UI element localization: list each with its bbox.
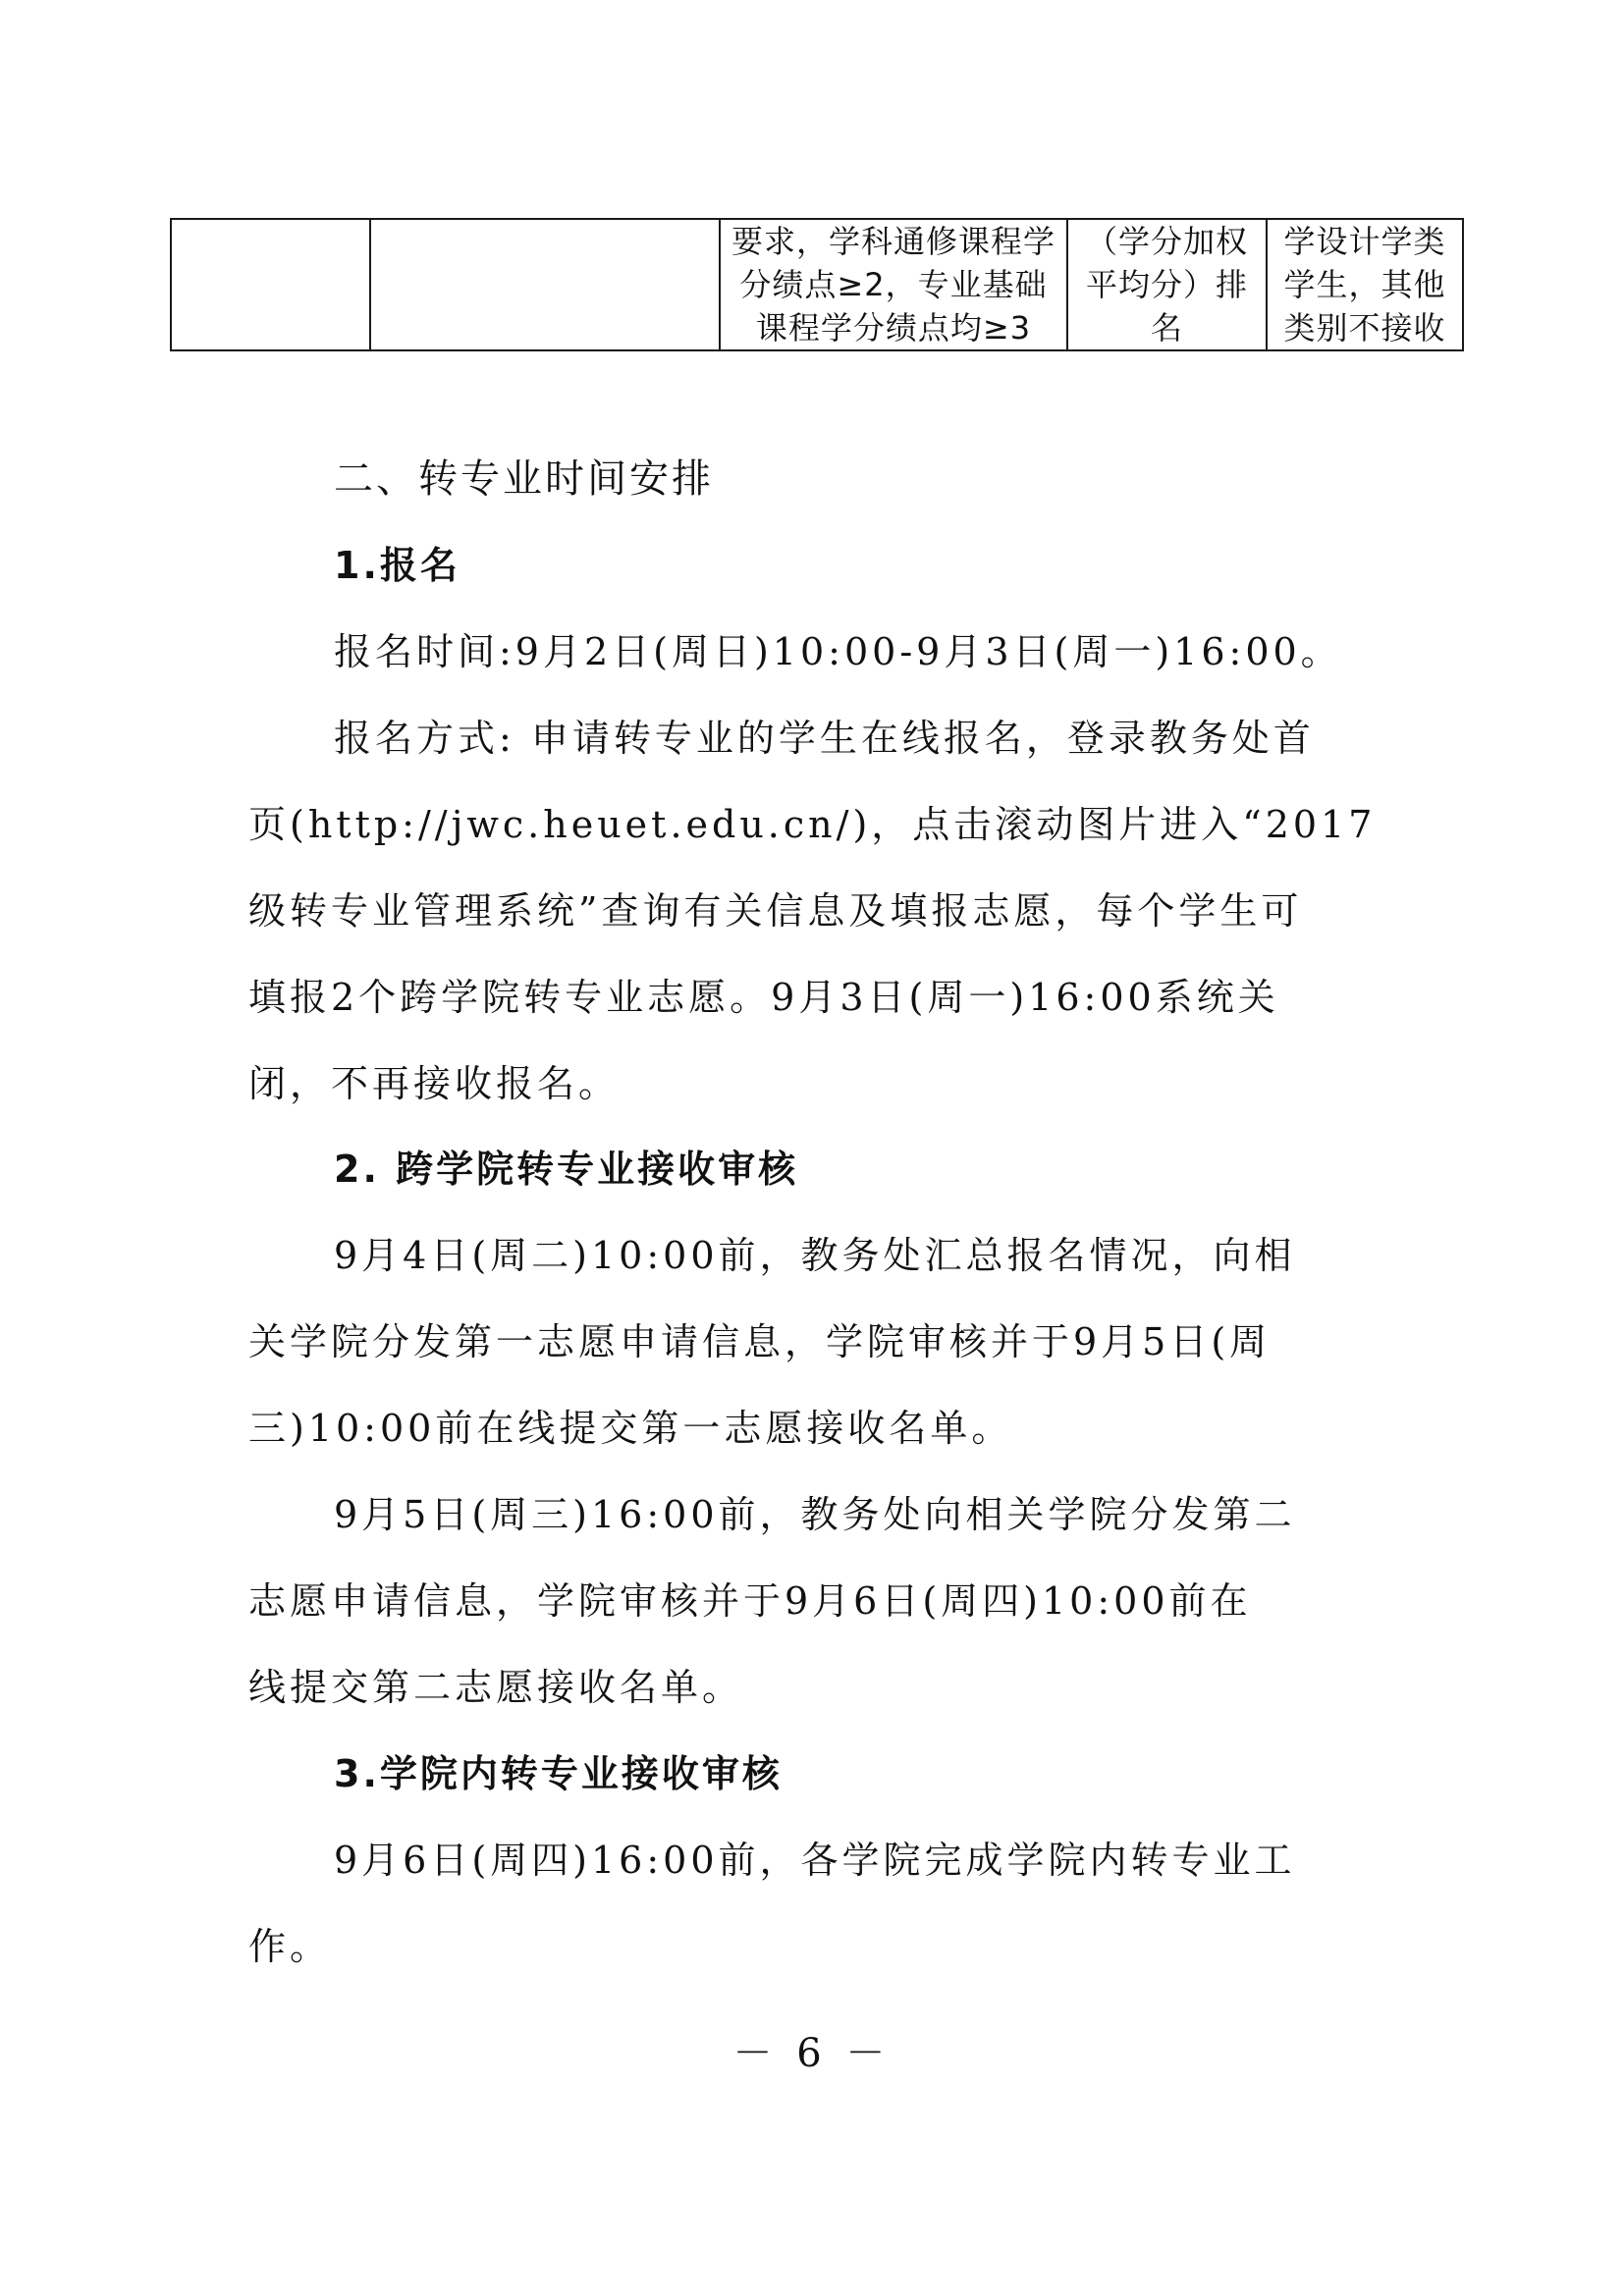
cell-line: （学分加权 — [1085, 223, 1248, 260]
subsection-heading-registration: 1.报名 — [334, 544, 460, 587]
paragraph-line: 9月4日(周二)10:00前，教务处汇总报名情况，向相 — [334, 1234, 1296, 1277]
subsection-heading-cross-college: 2. 跨学院转专业接收审核 — [334, 1148, 799, 1191]
paragraph-line: 报名方式: 申请转专业的学生在线报名，登录教务处首 — [334, 717, 1315, 760]
paragraph-line: 9月5日(周三)16:00前，教务处向相关学院分发第二 — [334, 1493, 1296, 1536]
paragraph-line: 关学院分发第一志愿申请信息，学院审核并于9月5日(周 — [248, 1320, 1272, 1363]
paragraph-line: 作。 — [248, 1925, 332, 1968]
cell-line: 类别不接收 — [1283, 309, 1446, 347]
paragraph-line: 报名时间:9月2日(周日)10:00-9月3日(周一)16:00。 — [334, 630, 1342, 673]
cell-line: 分绩点≥2，专业基础 — [739, 266, 1048, 303]
subsection-heading-intra-college: 3.学院内转专业接收审核 — [334, 1752, 783, 1795]
table-cell-ranking — [1067, 219, 1267, 350]
paragraph-line: 闭，不再接收报名。 — [248, 1062, 621, 1105]
paragraph-line: 线提交第二志愿接收名单。 — [248, 1666, 744, 1709]
cell-line: 学生，其他 — [1283, 266, 1446, 303]
paragraph-line: 9月6日(周四)16:00前，各学院完成学院内转专业工 — [334, 1839, 1296, 1882]
table-cell-remarks — [1267, 219, 1463, 350]
table-cell-empty-2 — [370, 219, 720, 350]
cell-line: 要求，学科通修课程学 — [731, 223, 1056, 260]
cell-line: 学设计学类 — [1283, 223, 1446, 260]
cell-line: 平均分）排 — [1085, 266, 1248, 303]
paragraph-line: 级转专业管理系统”查询有关信息及填报志愿，每个学生可 — [248, 889, 1303, 933]
table-cell-requirements — [720, 219, 1067, 350]
section-heading: 二、转专业时间安排 — [334, 456, 714, 502]
table-cell-empty-1 — [171, 219, 370, 350]
cell-line: 名 — [1150, 309, 1183, 347]
cell-line: 课程学分绩点均≥3 — [755, 309, 1032, 347]
paragraph-line: 页(http://jwc.heuet.edu.cn/)，点击滚动图片进入“2017 — [248, 803, 1377, 846]
table-row — [171, 219, 1463, 350]
paragraph-line: 三)10:00前在线提交第一志愿接收名单。 — [248, 1407, 1013, 1450]
paragraph-line: 志愿申请信息，学院审核并于9月6日(周四)10:00前在 — [248, 1579, 1252, 1623]
paragraph-line: 填报2个跨学院转专业志愿。9月3日(周一)16:00系统关 — [248, 976, 1279, 1019]
page-number: － 6 － — [732, 2031, 892, 2076]
table-fragment — [170, 218, 1464, 351]
